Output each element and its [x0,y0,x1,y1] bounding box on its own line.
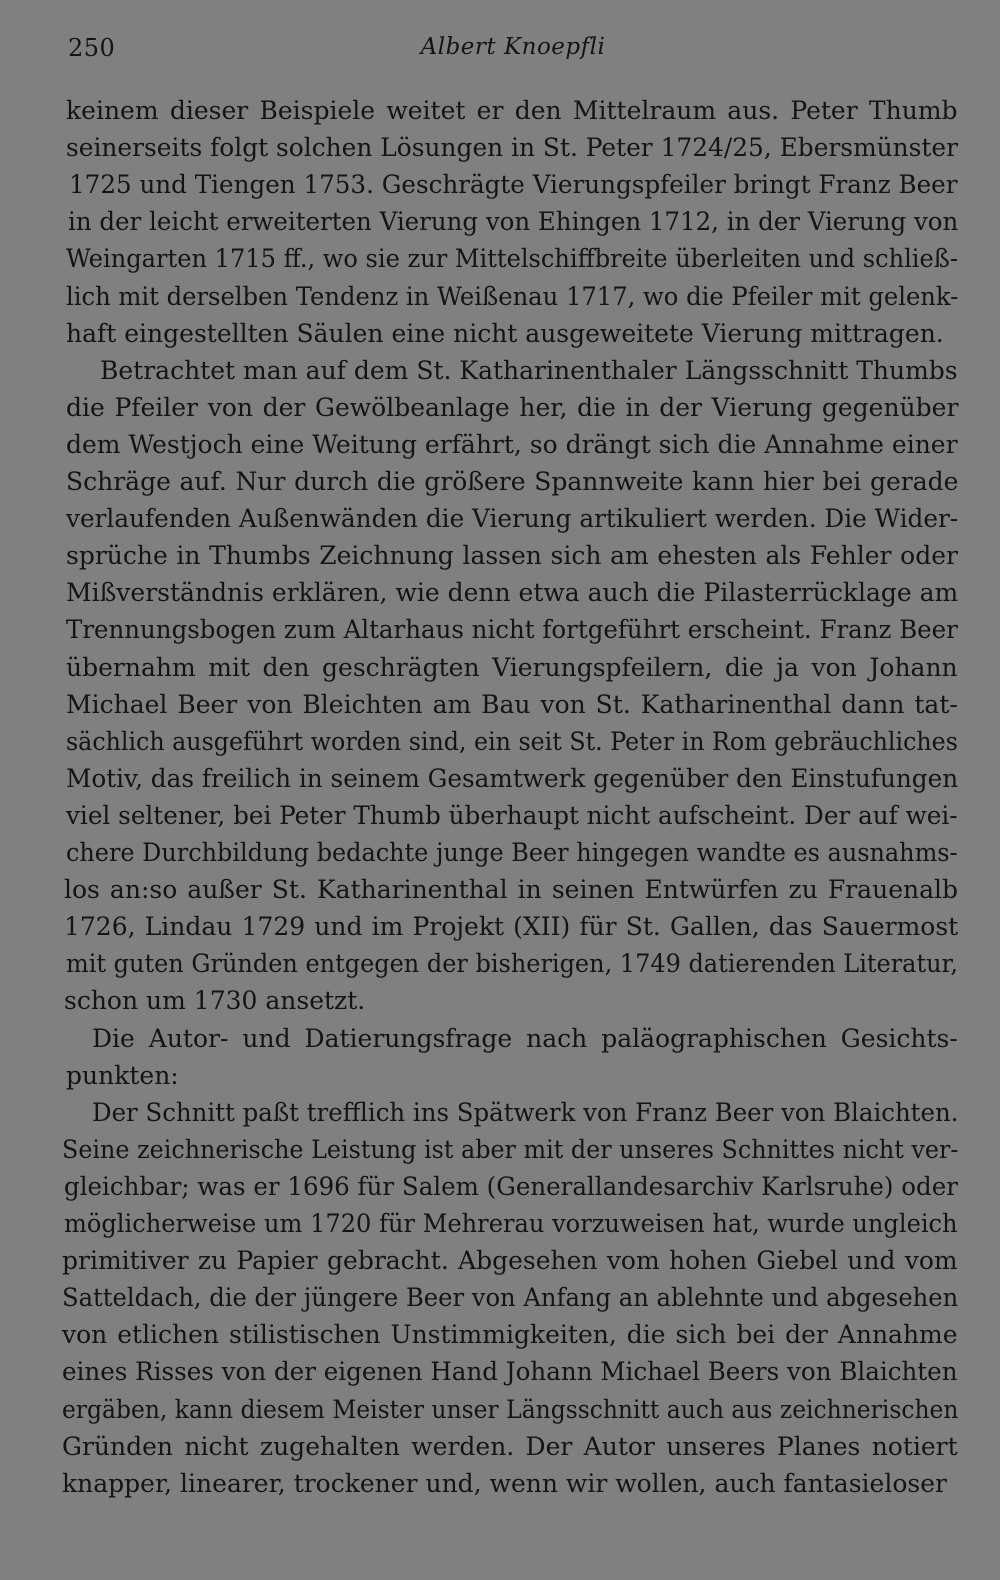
text-line: in der leicht erweiterten Vierung von Ehingen 1712, in der Vierung von [68,207,959,236]
text-line: sächlich ausgeführt worden sind, ein seit St. Peter in Rom gebräuchliches [66,727,958,756]
text-line: möglicherweise um 1720 für Mehrerau vorzuweisen hat, wurde ungleich [64,1209,958,1238]
text-line: sprüche in Thumbs Zeichnung lassen sich am ehesten als Fehler oder [66,541,958,570]
page-number: 250 [68,34,116,62]
text-line: übernahm mit den geschrägten Vierungspfeilern, die ja von Johann [66,653,958,682]
text-line: 1725 und Tiengen 1753. Geschrägte Vierungspfeiler bringt Franz Beer [69,170,958,199]
text-line: los an:so außer St. Katharinenthal in seinen Entwürfen zu Frauenalb [64,875,958,904]
text-line: Gründen nicht zugehalten werden. Der Autor unseres Planes notiert [62,1432,958,1461]
text-line: viel seltener, bei Peter Thumb überhaupt nicht aufscheint. Der auf wei- [66,801,958,830]
text-line: mit guten Gründen entgegen der bisherigen, 1749 datierenden Literatur, [66,949,959,978]
text-line: knapper, linearer, trockener und, wenn wir wollen, auch fantasieloser [62,1469,947,1498]
text-line: 1726, Lindau 1729 und im Projekt (XII) für St. Gallen, das Sauermost [64,912,959,941]
text-line: verlaufenden Außenwänden die Vierung artikuliert werden. Die Wider- [66,504,959,533]
text-line: keinem dieser Beispiele weitet er den Mittelraum aus. Peter Thumb [66,96,958,125]
text-line: Michael Beer von Bleichten am Bau von St. Katharinenthal dann tat- [66,690,958,719]
text-line: Trennungsbogen zum Altarhaus nicht fortgeführt erscheint. Franz Beer [66,615,958,644]
text-line: Schräge auf. Nur durch die größere Spannweite kann hier bei gerade [66,467,959,496]
text-line: seinerseits folgt solchen Lösungen in St. Peter 1724/25, Ebersmünster [66,133,959,162]
running-head [66,34,960,70]
text-line: gleichbar; was er 1696 für Salem (Generallandesarchiv Karlsruhe) oder [64,1172,958,1201]
text-line: chere Durchbildung bedachte junge Beer hingegen wandte es ausnahms- [66,838,958,867]
text-line: eines Risses von der eigenen Hand Johann Michael Beers von Blaichten [62,1357,958,1386]
text-line: dem Westjoch eine Weitung erfährt, so drängt sich die Annahme einer [66,430,958,459]
text-line: ergäben, kann diesem Meister unser Längsschnitt auch aus zeichnerischen [62,1395,959,1424]
text-line: haft eingestellten Säulen eine nicht ausgeweitete Vierung mittragen. [66,319,944,348]
running-title: Albert Knoepfli [420,34,606,60]
text-line: die Pfeiler von der Gewölbeanlage her, die in der Vierung gegenüber [66,393,959,422]
text-line: Mißverständnis erklären, wie denn etwa auch die Pilasterrücklage am [66,578,959,607]
text-line: Betrachtet man auf dem St. Katharinenthaler Längsschnitt Thumbs [100,356,958,385]
text-line: Weingarten 1715 ff., wo sie zur Mittelschiffbreite überleiten und schließ- [66,244,958,273]
text-line: Satteldach, die der jüngere Beer von Anfang an ablehnte und abgesehen [62,1283,959,1312]
text-line: Die Autor- und Datierungsfrage nach paläographischen Gesichts- [92,1024,958,1053]
text-line: Motiv, das freilich in seinem Gesamtwerk gegenüber den Einstufungen [66,764,959,793]
text-line: primitiver zu Papier gebracht. Abgesehen vom hohen Giebel und vom [62,1246,958,1275]
text-line: von etlichen stilistischen Unstimmigkeiten, die sich bei der Annahme [62,1320,958,1349]
text-line: schon um 1730 ansetzt. [64,986,366,1015]
text-line: punkten: [66,1061,179,1090]
text-line: lich mit derselben Tendenz in Weißenau 1717, wo die Pfeiler mit gelenk- [66,282,959,311]
text-line: Der Schnitt paßt trefflich ins Spätwerk von Franz Beer von Blaichten. [92,1098,959,1127]
text-line: Seine zeichnerische Leistung ist aber mit der unseres Schnittes nicht ver- [62,1135,959,1164]
